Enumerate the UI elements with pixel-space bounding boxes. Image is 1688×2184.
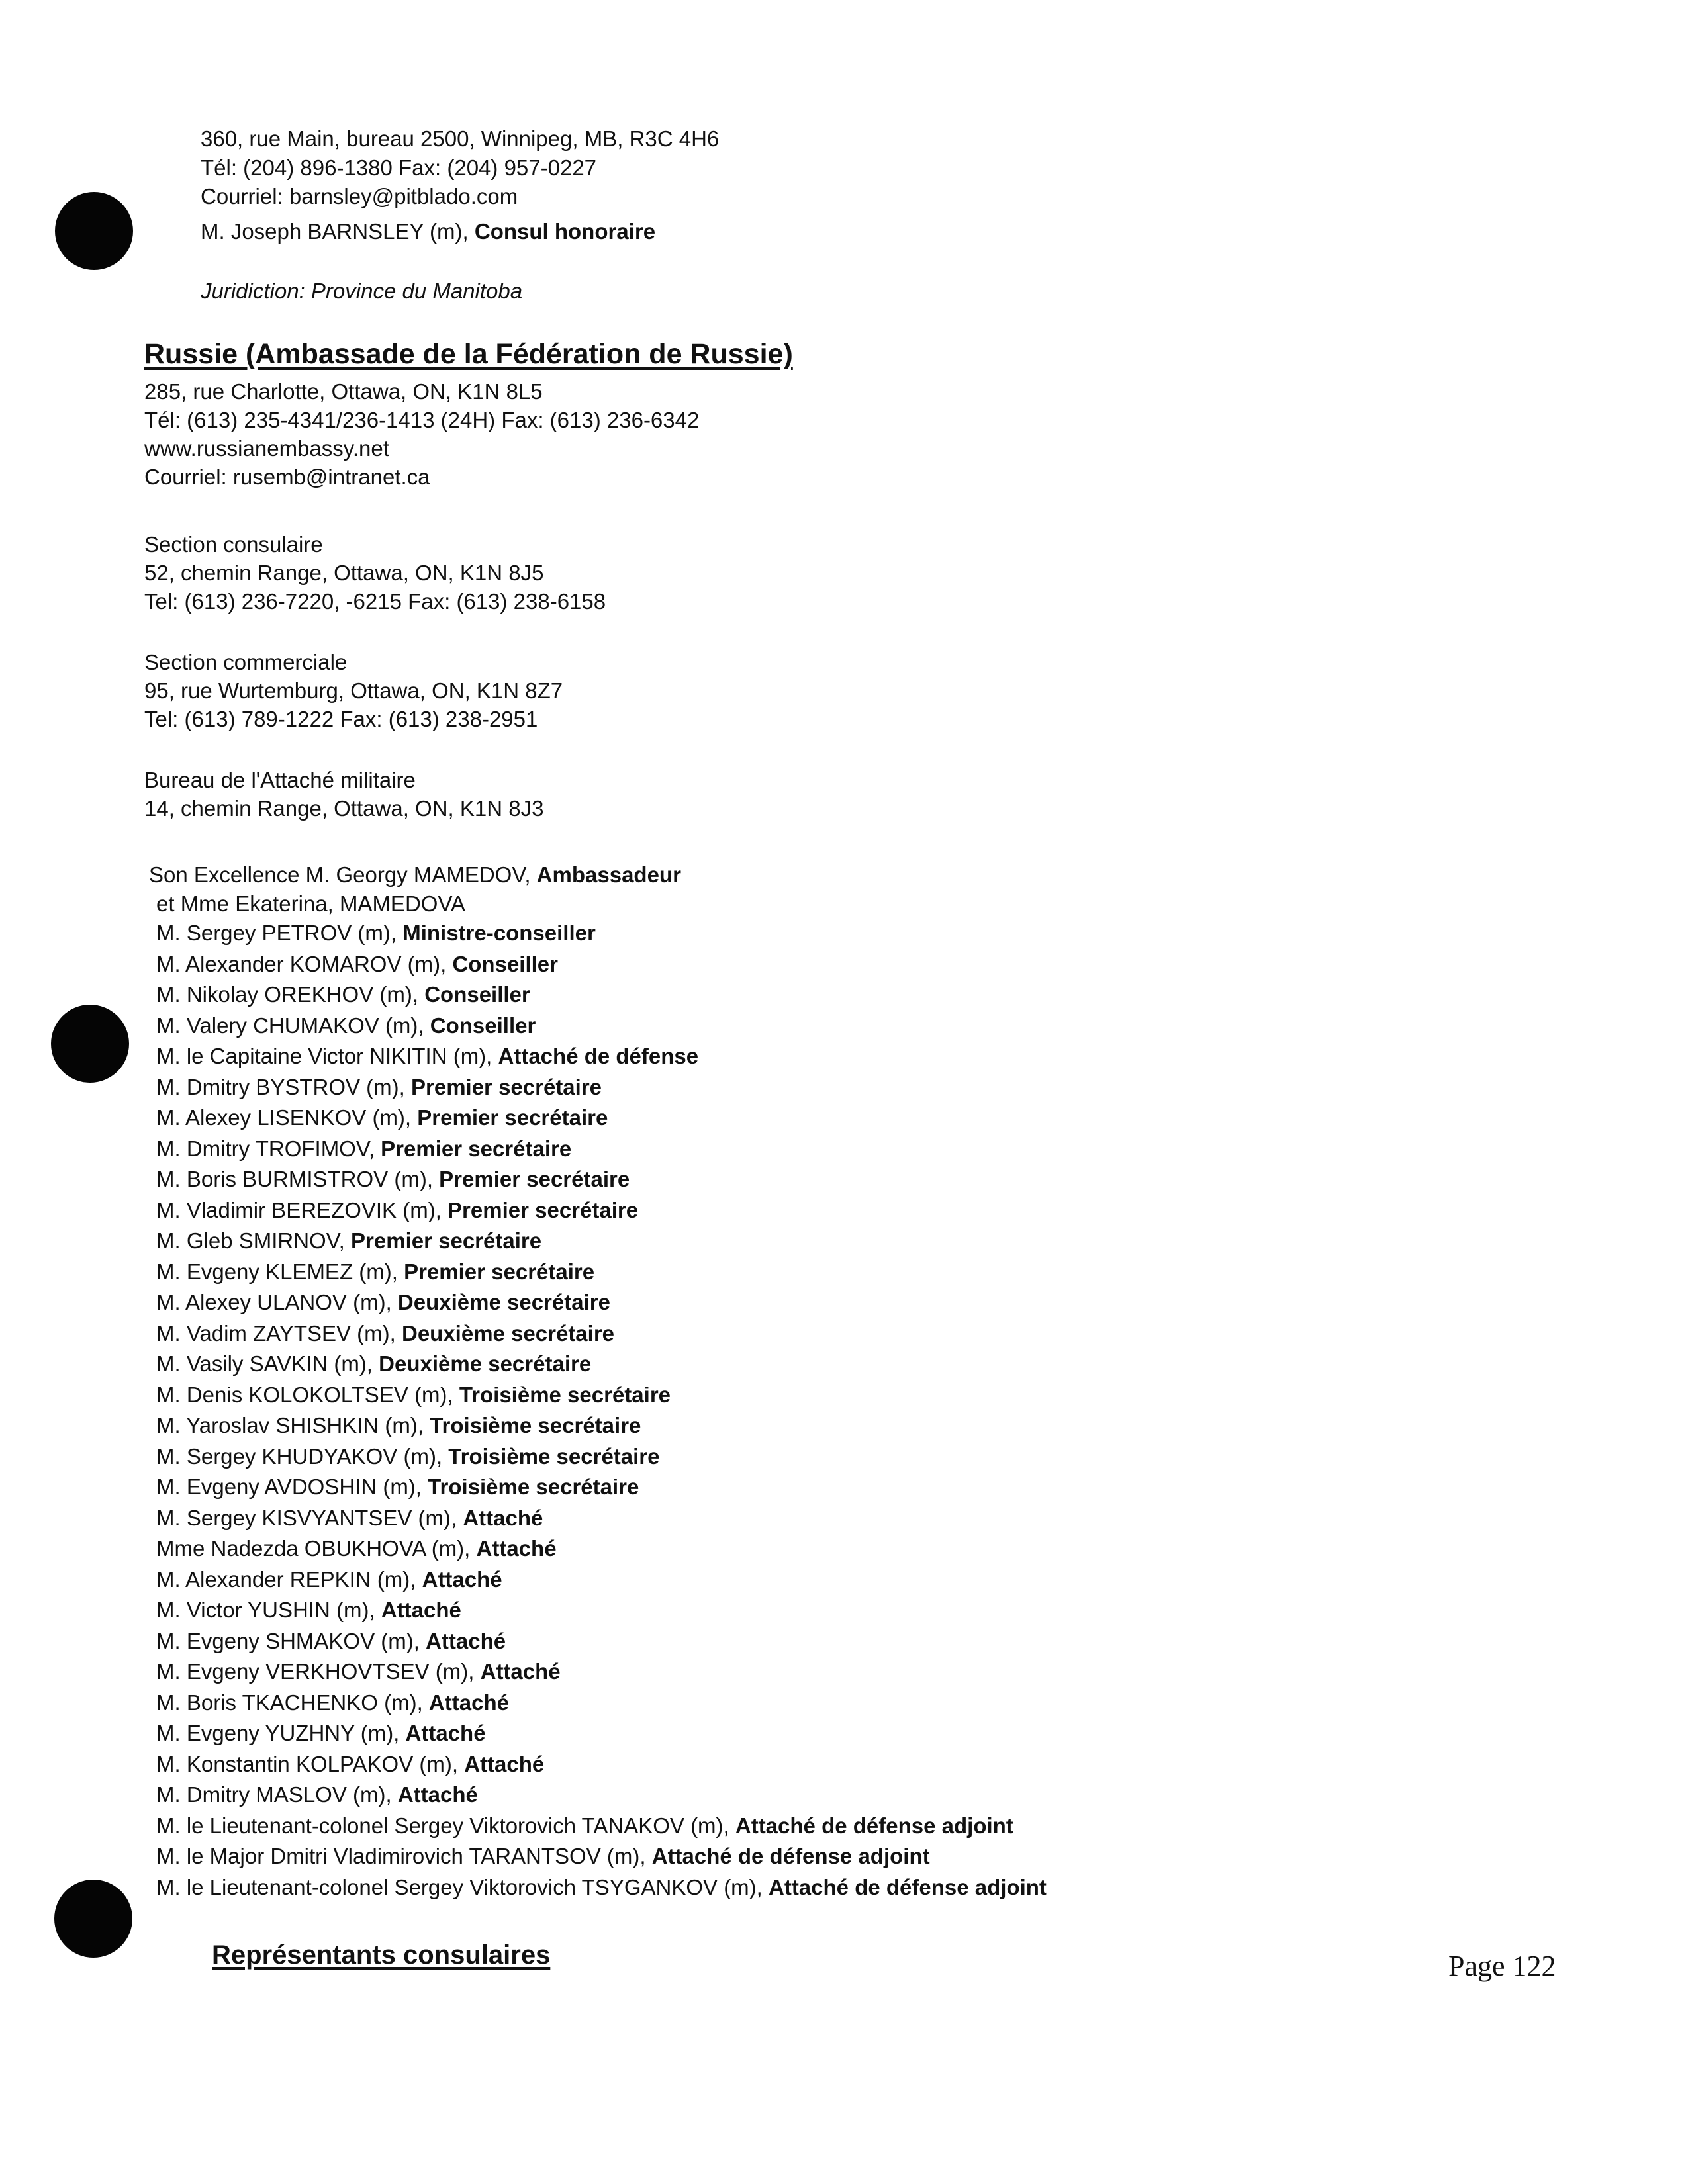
staff-name: M. Sergey KISVYANTSEV (m), [156,1506,463,1530]
staff-title: Premier secrétaire [410,1075,602,1099]
staff-row [156,1599,461,1621]
consular-section-title: Section consulaire [144,532,323,557]
staff-title: Attaché [426,1629,506,1653]
staff-title: Attaché [381,1598,461,1622]
staff-title: Conseiller [424,982,530,1007]
commercial-section-phone: Tel: (613) 789-1222 Fax: (613) 238-2951 [144,707,538,731]
staff-title: Attaché [464,1752,545,1776]
staff-row [156,1784,478,1805]
staff-name: M. Evgeny AVDOSHIN (m), [156,1475,428,1499]
staff-name: M. Alexey LISENKOV (m), [156,1105,418,1130]
russia-website: www.russianembassy.net [144,436,389,461]
staff-title: Deuxième secrétaire [379,1351,592,1376]
staff-name: M. Konstantin KOLPAKOV (m), [156,1752,465,1776]
staff-name: M. le Capitaine Victor NIKITIN (m), [156,1044,498,1068]
staff-name: M. Dmitry MASLOV (m), [156,1782,398,1807]
staff-name: M. Evgeny YUZHNY (m), [156,1721,406,1745]
staff-name: M. Sergey KHUDYAKOV (m), [156,1444,449,1469]
staff-name: M. Dmitry TROFIMOV, [156,1136,381,1161]
staff-name: M. Dmitry BYSTROV (m), [156,1075,411,1099]
staff-title: Attaché de défense adjoint [735,1813,1013,1838]
staff-title: Attaché [463,1506,543,1530]
ambassador-spouse: et Mme Ekaterina, MAMEDOVA [156,891,466,916]
staff-row [156,1876,1047,1898]
staff-name: M. Denis KOLOKOLTSEV (m), [156,1383,459,1407]
staff-title: Attaché [428,1690,509,1715]
russia-phone: Tél: (613) 235-4341/236-1413 (24H) Fax: (613) 236-6342 [144,408,700,432]
staff-name: M. Gleb SMIRNOV, [156,1228,352,1253]
staff-name: M. Evgeny VERKHOVTSEV (m), [156,1659,481,1684]
russia-address: 285, rue Charlotte, Ottawa, ON, K1N 8L5 [144,379,543,404]
staff-row [156,953,558,975]
staff-title: Deuxième secrétaire [401,1321,615,1345]
staff-name: M. Sergey PETROV (m), [156,921,403,945]
staff-row [156,1384,671,1406]
manitoba-jurisdiction: Juridiction: Province du Manitoba [201,279,523,303]
staff-name: M. Evgeny KLEMEZ (m), [156,1259,404,1284]
staff-title: Troisième secrétaire [428,1475,639,1499]
staff-title: Conseiller [430,1013,536,1038]
staff-title: Premier secrétaire [439,1167,630,1191]
staff-name: M. Evgeny SHMAKOV (m), [156,1629,426,1653]
staff-title: Attaché [422,1567,502,1592]
manitoba-address: 360, rue Main, bureau 2500, Winnipeg, MB, R3C 4H6 [201,126,720,151]
russia-heading: Russie (Ambassade de la Fédération de Russie) [144,338,793,370]
staff-row [156,1537,557,1559]
staff-title: Attaché [397,1782,478,1807]
consul-title: Consul honoraire [474,219,656,244]
ambassador-title: Ambassadeur [536,862,681,887]
staff-row [156,1291,610,1313]
staff-row [156,1261,594,1283]
punch-hole-middle [51,1005,129,1083]
staff-name: M. Boris BURMISTROV (m), [156,1167,440,1191]
staff-name: M. le Lieutenant-colonel Sergey Viktorovich TSYGANKOV (m), [156,1875,769,1899]
military-office-title: Bureau de l'Attaché militaire [144,768,416,792]
staff-row [156,1353,591,1375]
staff-title: Attaché [405,1721,486,1745]
staff-row [156,1076,602,1098]
staff-row [156,1445,660,1467]
staff-row [156,1168,630,1190]
staff-row [156,922,596,944]
staff-name: M. le Lieutenant-colonel Sergey Viktorovich TANAKOV (m), [156,1813,735,1838]
consular-reps-heading: Représentants consulaires [212,1940,551,1970]
staff-row [156,1845,930,1867]
staff-row [156,1569,502,1590]
staff-title: Troisième secrétaire [430,1413,641,1437]
staff-row [156,1107,608,1128]
staff-title: Premier secrétaire [404,1259,595,1284]
staff-title: Conseiller [452,952,558,976]
staff-name: M. Nikolay OREKHOV (m), [156,982,425,1007]
staff-name: M. le Major Dmitri Vladimirovich TARANTSOV (m), [156,1844,652,1868]
staff-title: Attaché [480,1659,561,1684]
staff-name: M. Alexey ULANOV (m), [156,1290,398,1314]
staff-name: M. Valery CHUMAKOV (m), [156,1013,430,1038]
staff-name: M. Boris TKACHENKO (m), [156,1690,429,1715]
staff-row [156,1138,571,1160]
staff-row [156,983,530,1005]
staff-row [156,1199,638,1221]
staff-row [156,1661,561,1682]
staff-title: Premier secrétaire [417,1105,608,1130]
staff-name: M. Victor YUSHIN (m), [156,1598,381,1622]
staff-row [156,1015,536,1036]
page-number: Page 122 [1448,1950,1556,1982]
staff-name: Mme Nadezda OBUKHOVA (m), [156,1536,477,1561]
staff-title: Attaché de défense adjoint [651,1844,930,1868]
staff-row [156,1630,506,1652]
staff-title: Premier secrétaire [447,1198,639,1222]
staff-title: Deuxième secrétaire [397,1290,610,1314]
staff-row [156,1815,1013,1837]
staff-name: M. Vasily SAVKIN (m), [156,1351,379,1376]
manitoba-phone: Tél: (204) 896-1380 Fax: (204) 957-0227 [201,156,597,180]
military-office-address: 14, chemin Range, Ottawa, ON, K1N 8J3 [144,796,544,821]
staff-row [156,1476,639,1498]
staff-title: Troisième secrétaire [459,1383,671,1407]
staff-row [156,1692,509,1713]
staff-title: Ministre-conseiller [402,921,596,945]
staff-name: M. Vadim ZAYTSEV (m), [156,1321,402,1345]
staff-row [156,1230,541,1251]
staff-title: Attaché [476,1536,557,1561]
staff-row [156,1045,698,1067]
punch-hole-top [55,192,133,270]
ambassador-line [149,864,681,886]
staff-row [156,1414,641,1436]
staff-name: M. Alexander KOMAROV (m), [156,952,453,976]
commercial-section-title: Section commerciale [144,650,348,674]
consular-section-address: 52, chemin Range, Ottawa, ON, K1N 8J5 [144,561,544,585]
consular-section-phone: Tel: (613) 236-7220, -6215 Fax: (613) 238-6158 [144,589,606,614]
consul-name: M. Joseph BARNSLEY (m), [201,219,475,244]
commercial-section-address: 95, rue Wurtemburg, Ottawa, ON, K1N 8Z7 [144,678,563,703]
staff-title: Troisième secrétaire [448,1444,660,1469]
ambassador-name: Son Excellence M. Georgy MAMEDOV, [149,862,537,887]
russia-email: Courriel: rusemb@intranet.ca [144,465,430,489]
staff-row [156,1753,544,1775]
staff-title: Attaché de défense [498,1044,699,1068]
staff-row [156,1507,543,1529]
staff-title: Attaché de défense adjoint [769,1875,1047,1899]
punch-hole-bottom [54,1880,132,1958]
staff-row [156,1722,486,1744]
manitoba-email: Courriel: barnsley@pitblado.com [201,184,518,208]
manitoba-consul [201,220,655,242]
staff-title: Premier secrétaire [381,1136,572,1161]
staff-row [156,1322,614,1344]
staff-name: M. Vladimir BEREZOVIK (m), [156,1198,448,1222]
staff-name: M. Alexander REPKIN (m), [156,1567,422,1592]
staff-title: Premier secrétaire [351,1228,542,1253]
staff-name: M. Yaroslav SHISHKIN (m), [156,1413,430,1437]
